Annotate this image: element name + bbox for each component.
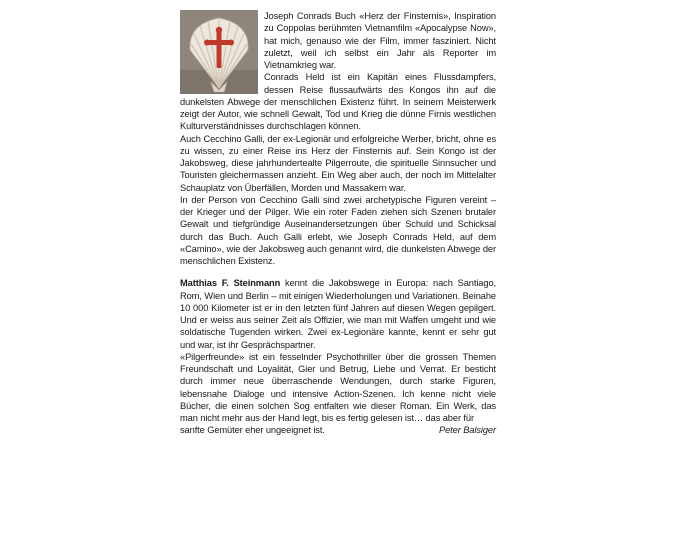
signature: Peter Balsiger — [439, 425, 496, 436]
paragraph-archetypes: In der Person von Cecchino Galli sind zwei archetypische Figuren vereint – der Krieger und der Pilger. Wie ein roter Faden ziehen sich Szenen brutaler Gewalt und tiefgründige Auseinandersetzungen über Schuld und Schicksal durch das Buch. Auch Galli erlebt, wie Joseph Conrads Held, auf dem «Camino», wie der Jakobsweg auch genannt wird, die dunkelsten Abwege der menschlichen Existenz. — [180, 194, 496, 266]
paragraph-gap — [180, 267, 496, 277]
paragraph-review: «Pilgerfreunde» ist ein fesselnder Psychothriller über die grossen Themen Freundschaft und Loyalität, Gier und Betrug, Liebe und Verrat. Er besticht durch immer neue überraschende Wendungen, durch starke Figuren, lebensnahe Dialoge und intensive Action-Szenen. Ich kenne nicht viele Bücher, die einen solchen Sog entfalten wie dieser Roman. Ein Werk, das man nicht mehr aus der Hand legt, bis es fertig gelesen ist… das aber für — [180, 351, 496, 423]
paragraph-conrad-hero: Conrads Held ist ein Kapitän eines Flussdampfers, dessen Reise flussaufwärts des Kongos ihn auf die dunkelsten Abwege der menschlichen Existenz führt. In seinem Meisterwerk zeigt der Autor, wie schnell Gewalt, Tod und Krieg die dünne Firnis westlichen Kulturverständnisses durchschlagen können. — [180, 72, 496, 132]
intro-paragraph: Joseph Conrads Buch «Herz der Finsternis», Inspiration zu Coppolas berühmten Vietnamfilm «Apocalypse Now», hat mich, genauso wie der Film, immer fasziniert. Nicht zuletzt, weil ich selbst ein Jahr als Reporter im Vietnamkrieg war. — [264, 11, 496, 70]
paragraph-author — [180, 277, 496, 351]
scallop-shell-icon — [180, 10, 258, 94]
review-last-line: sanfte Gemüter eher ungeeignet ist. — [180, 425, 325, 436]
closing-line — [180, 424, 496, 436]
scallop-shell-image — [180, 10, 258, 94]
paragraph-cecchino-galli: Auch Cecchino Galli, der ex-Legionär und erfolgreiche Werber, bricht, ohne es zu wissen, zu einer Reise ins Herz der Finsternis auf. Sein Kongo ist der Jakobsweg, diese jahrhundertealte Pilgerroute, die spirituelle Sinnsucher und Touristen gleichermassen anzieht. Ein Weg aber auch, der noch im Mittelalter Schauplatz von Überfällen, Morden und Massakern war. — [180, 133, 496, 193]
text-column — [180, 10, 496, 437]
author-name: Matthias F. Steinmann — [180, 278, 281, 289]
author-bio: kennt die Jakobswege in Europa: nach Santiago, Rom, Wien und Berlin – mit einigen Wiederholungen und Variationen. Beinahe 10 000 Kilometer ist er in den letzten fünf Jahren auf diesen Wegen gepilgert. Und er weiss aus seiner Zeit als Offizier, wie man mit Waffen umgeht und wie soldatische Tugenden wirken. Zwei ex-Legionäre kannte, kennt er sehr gut und war, ist ihr Gesprächspartner. — [180, 278, 496, 350]
